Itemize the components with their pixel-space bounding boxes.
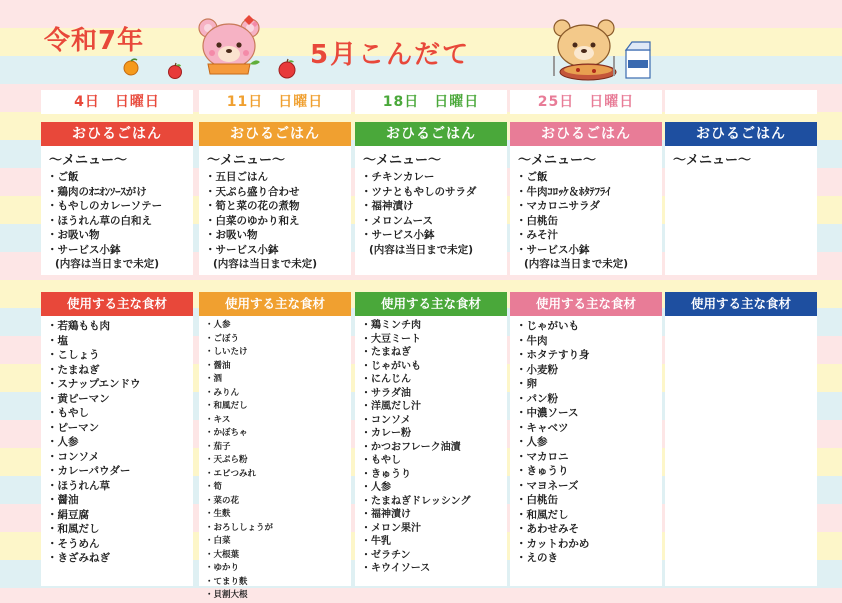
- ingredients-header: 使用する主な食材: [355, 292, 507, 316]
- ingredient-item: ・もやし: [47, 407, 89, 419]
- lunch-header: おひるごはん: [199, 122, 351, 146]
- ingredient-item: ・茄子: [205, 441, 231, 452]
- ingredient-item: ・サラダ油: [361, 387, 411, 399]
- menu-item: ・ご飯: [47, 171, 79, 183]
- menu-box: [665, 146, 817, 275]
- menu-title: 〜メニュー〜: [49, 153, 128, 168]
- ingredient-item: ・白桃缶: [516, 494, 558, 506]
- ingredient-item: ・てまり麩: [205, 576, 248, 587]
- ingredient-item: ・生麩: [205, 509, 231, 519]
- ingredient-item: ・ごぼう: [205, 333, 240, 344]
- ingredient-item: ・黄ピーマン: [47, 392, 110, 405]
- lunch-header: おひるごはん: [41, 122, 193, 146]
- ingredient-item: ・キャベツ: [516, 421, 569, 434]
- ingredient-item: ・にんじん: [361, 374, 411, 385]
- ingredient-item: ・天ぷら粉: [205, 455, 248, 465]
- menu-item: ・サービス小鉢: [205, 243, 279, 256]
- date-label: 4日 日曜日: [41, 90, 193, 114]
- ingredient-item: ・ゆかり: [205, 563, 240, 573]
- ingredient-item: ・若鶏もも肉: [47, 320, 110, 332]
- ingredient-item: ・きゅうり: [361, 468, 411, 480]
- ingredient-item: ・しいたけ: [205, 347, 248, 357]
- ingredient-item: ・キウイソース: [361, 563, 431, 574]
- ingredients-box: [355, 316, 507, 586]
- ingredient-item: ・鶏ミンチ肉: [361, 320, 421, 331]
- menu-note: (内容は当日まで未定): [524, 258, 629, 270]
- ingredients-box: [665, 316, 817, 586]
- ingredient-item: ・牛肉: [516, 334, 548, 347]
- ingredient-item: ・中濃ソース: [516, 407, 579, 419]
- ingredient-item: ・和風だし: [205, 401, 248, 411]
- menu-item: ・サービス小鉢: [47, 243, 121, 256]
- ingredients-box: [510, 316, 662, 586]
- ingredient-item: ・きざみねぎ: [47, 552, 110, 564]
- menu-item: ・筍と菜の花の煮物: [205, 200, 300, 212]
- ingredient-item: ・みりん: [205, 387, 240, 398]
- ingredient-item: ・こしょう: [47, 349, 100, 361]
- ingredient-item: ・カレーパウダー: [47, 465, 131, 477]
- apple-icon: [276, 58, 298, 80]
- ingredient-item: ・人参: [361, 482, 391, 493]
- ingredients-header: 使用する主な食材: [199, 292, 351, 316]
- ingredient-item: ・パン粉: [516, 392, 558, 405]
- ingredient-item: ・もやし: [361, 455, 401, 466]
- menu-note: (内容は当日まで未定): [55, 258, 160, 270]
- menu-item: ・サービス小鉢: [516, 243, 590, 256]
- ingredient-item: ・人参: [205, 320, 231, 330]
- ingredient-item: ・大根葉: [205, 549, 240, 560]
- menu-item: ・もやしのカレーソテー: [47, 200, 163, 212]
- ingredient-item: ・かつおフレーク油漬: [361, 441, 461, 453]
- ingredient-item: ・貝割大根: [205, 590, 248, 600]
- menu-item: ・メロンムース: [361, 214, 434, 227]
- ingredient-item: ・じゃがいも: [516, 320, 579, 332]
- day-column: [355, 90, 507, 574]
- ingredients-header: 使用する主な食材: [41, 292, 193, 316]
- menu-item: ・白菜のゆかり和え: [205, 214, 300, 227]
- apple-icon: [165, 62, 185, 80]
- ingredient-item: ・醤油: [47, 494, 79, 506]
- ingredient-item: ・あわせみそ: [516, 523, 579, 535]
- ingredient-item: ・カットわかめ: [516, 537, 590, 550]
- menu-item: ・牛肉ｺﾛｯｹ＆ﾎﾀﾃﾌﾗｲ: [516, 185, 611, 198]
- ingredient-item: ・かぼちゃ: [205, 428, 248, 438]
- orange-icon: [120, 58, 142, 76]
- ingredient-item: ・おろししょうが: [205, 522, 274, 533]
- menu-title: 〜メニュー〜: [518, 153, 597, 168]
- ingredient-item: ・塩: [47, 334, 68, 347]
- menu-note: (内容は当日まで未定): [369, 243, 474, 256]
- ingredient-item: ・人参: [516, 436, 548, 448]
- ingredient-item: ・コンソメ: [47, 450, 100, 463]
- date-label: 11日 日曜日: [199, 90, 351, 114]
- ingredient-item: ・エビつみれ: [205, 468, 257, 479]
- menu-title: 〜メニュー〜: [207, 153, 286, 168]
- ingredient-item: ・大豆ミート: [361, 333, 421, 345]
- ingredient-item: ・筍: [205, 482, 223, 492]
- lunch-header: おひるごはん: [510, 122, 662, 146]
- ingredient-item: ・マカロニ: [516, 450, 569, 463]
- bear-carrot-illustration: [188, 14, 270, 80]
- ingredient-item: ・ゼラチン: [361, 549, 411, 561]
- menu-item: ・お吸い物: [47, 229, 100, 241]
- ingredient-item: ・菜の花: [205, 495, 240, 506]
- menu-item: ・福神漬け: [361, 200, 414, 212]
- bear-pizza-milk-illustration: [548, 16, 658, 82]
- ingredient-item: ・ほうれん草: [47, 479, 110, 492]
- ingredient-item: ・きゅうり: [516, 465, 569, 477]
- date-label: 18日 日曜日: [355, 90, 507, 114]
- ingredient-item: ・ホタテすり身: [516, 349, 590, 361]
- ingredient-item: ・和風だし: [516, 508, 569, 521]
- menu-item: ・ツナともやしのサラダ: [361, 185, 477, 198]
- ingredient-item: ・えのき: [516, 552, 558, 564]
- ingredients-header: 使用する主な食材: [665, 292, 817, 316]
- menu-box: [510, 146, 662, 275]
- page-title: 5月こんだて: [310, 40, 471, 70]
- ingredient-item: ・たまねぎドレッシング: [361, 495, 471, 507]
- ingredient-item: ・スナップエンドウ: [47, 378, 141, 390]
- day-column: [199, 90, 351, 600]
- ingredient-item: ・キス: [205, 414, 231, 425]
- menu-item: ・鶏肉のｵﾆｵﾝｿｰｽがけ: [47, 185, 147, 198]
- ingredient-item: ・洋風だし汁: [361, 401, 421, 412]
- menu-box: [199, 146, 351, 275]
- menu-item: ・みそ汁: [516, 229, 558, 241]
- ingredient-item: ・たまねぎ: [361, 347, 411, 358]
- ingredient-item: ・醤油: [205, 360, 231, 371]
- ingredients-box: [41, 316, 193, 586]
- ingredient-item: ・福神漬け: [361, 509, 411, 520]
- ingredient-item: ・小麦粉: [516, 363, 558, 376]
- ingredient-item: ・牛乳: [361, 536, 391, 547]
- day-column: [510, 90, 662, 564]
- ingredient-item: ・マヨネーズ: [516, 479, 579, 492]
- ingredient-item: ・じゃがいも: [361, 360, 421, 372]
- menu-box: [41, 146, 193, 275]
- menu-item: ・ご飯: [516, 171, 548, 183]
- day-column: [41, 90, 193, 564]
- date-label: 25日 日曜日: [510, 90, 662, 114]
- ingredient-item: ・絹豆腐: [47, 508, 89, 521]
- ingredient-item: ・たまねぎ: [47, 363, 100, 376]
- menu-item: ・白桃缶: [516, 214, 558, 227]
- page-header: [0, 0, 842, 88]
- ingredient-item: ・人参: [47, 436, 79, 448]
- date-label: [665, 90, 817, 114]
- menu-item: ・お吸い物: [205, 229, 258, 241]
- menu-item: ・チキンカレー: [361, 171, 435, 183]
- ingredient-item: ・和風だし: [47, 523, 100, 535]
- ingredient-item: ・卵: [516, 378, 537, 390]
- ingredients-header: 使用する主な食材: [510, 292, 662, 316]
- lunch-header: おひるごはん: [355, 122, 507, 146]
- menu-item: ・サービス小鉢: [361, 229, 435, 241]
- ingredient-item: ・そうめん: [47, 537, 100, 550]
- ingredients-box: [199, 316, 351, 600]
- ingredient-item: ・コンソメ: [361, 414, 411, 426]
- ingredient-item: ・ピーマン: [47, 421, 100, 434]
- ingredient-item: ・メロン果汁: [361, 522, 421, 534]
- menu-box: [355, 146, 507, 275]
- era-year: 令和7年: [44, 26, 145, 56]
- ingredient-item: ・白菜: [205, 536, 231, 546]
- menu-title: 〜メニュー〜: [673, 153, 752, 168]
- menu-item: ・天ぷら盛り合わせ: [205, 185, 300, 198]
- menu-item: ・五目ごはん: [205, 171, 268, 183]
- menu-item: ・マカロニサラダ: [516, 200, 600, 212]
- day-column: [665, 90, 817, 311]
- menu-title: 〜メニュー〜: [363, 153, 442, 168]
- ingredient-item: ・酒: [205, 374, 223, 384]
- menu-item: ・ほうれん草の白和え: [47, 214, 152, 227]
- lunch-header: おひるごはん: [665, 122, 817, 146]
- ingredient-item: ・カレー粉: [361, 428, 411, 439]
- menu-note: (内容は当日まで未定): [213, 258, 318, 270]
